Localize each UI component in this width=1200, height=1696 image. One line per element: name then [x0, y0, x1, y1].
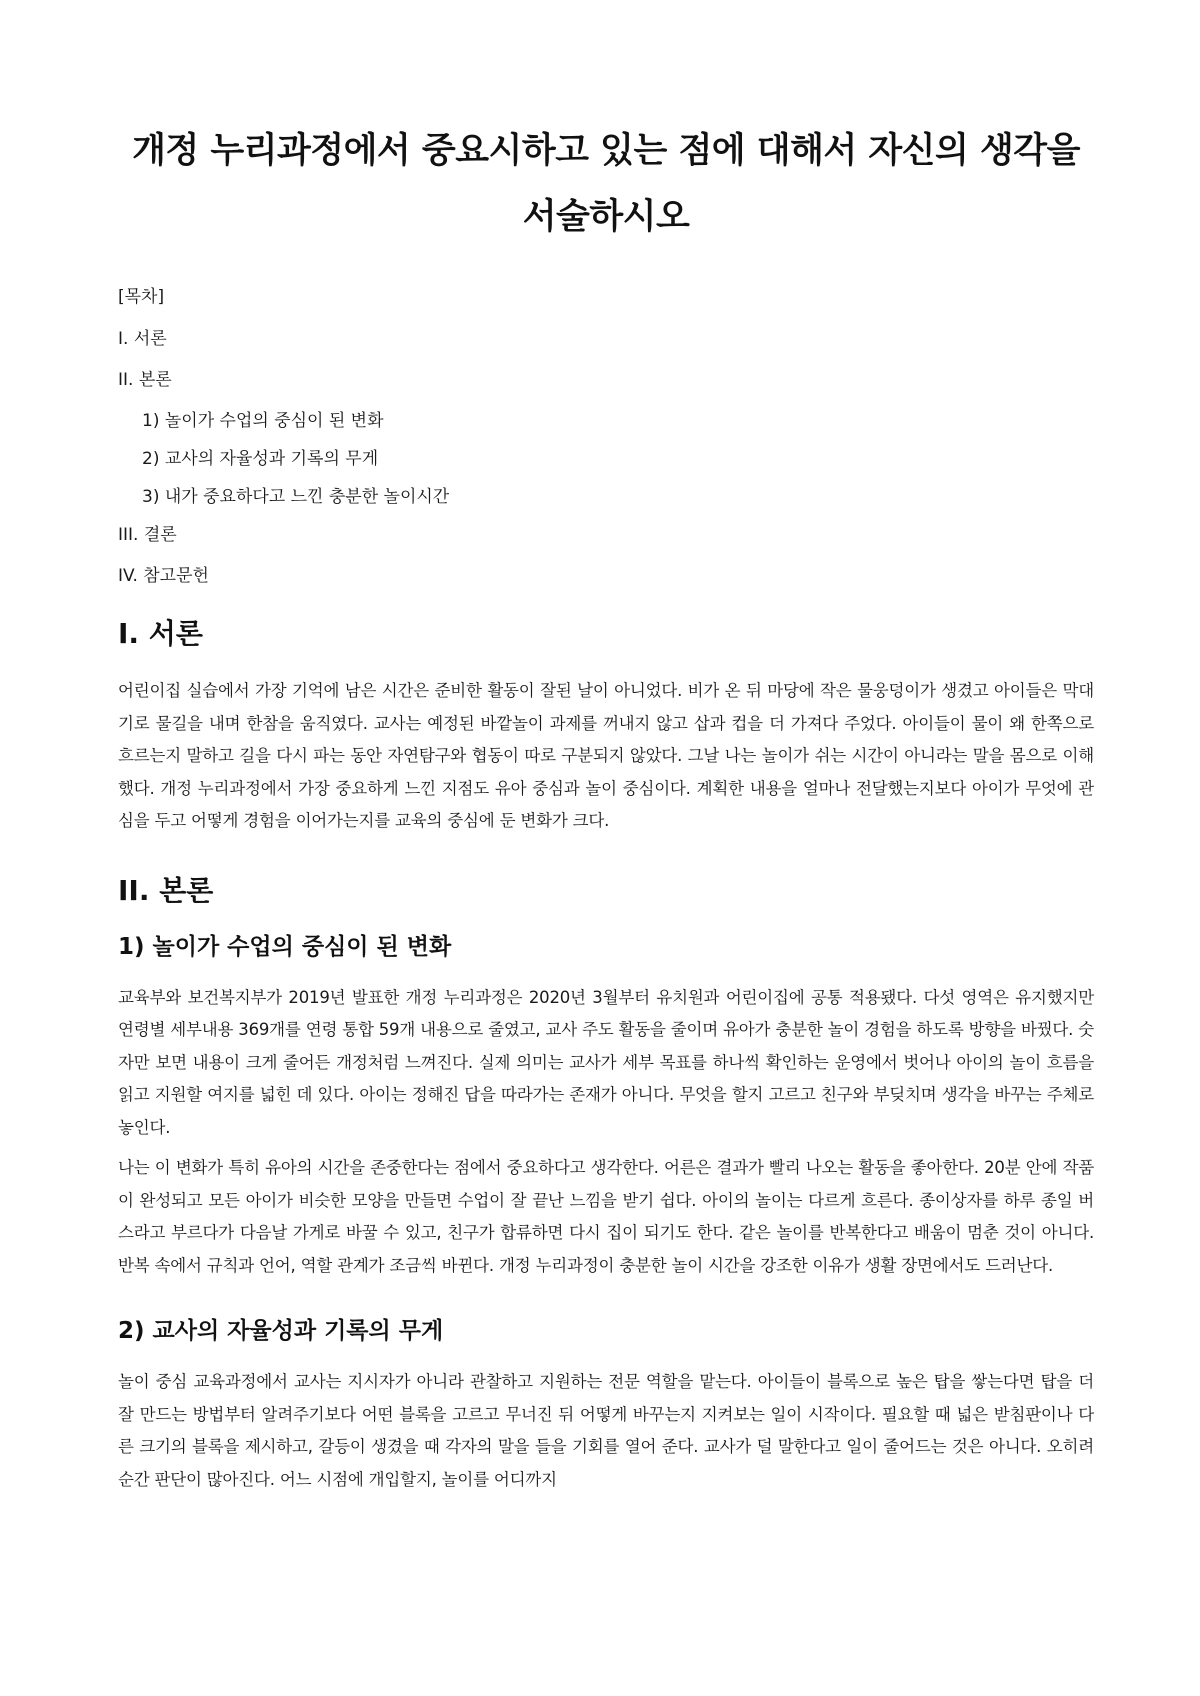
section-introduction	[118, 617, 1094, 838]
document-title: 개정 누리과정에서 중요시하고 있는 점에 대해서 자신의 생각을 서술하시오	[132, 131, 1080, 237]
toc-item-body: II. 본론	[118, 370, 172, 390]
body-paragraph: 교육부와 보건복지부가 2019년 발표한 개정 누리과정은 2020년 3월부터 유치원과 어린이집에 공통 적용됐다. 다섯 영역은 유지했지만 연령별 세부내용 369개를 연령 통합 59개 내용으로 줄였고, 교사 주도 활동을 줄이며 유아가 충분한 놀이 경험을 하도록 방향을 바꿨다. 숫자만 보면 내용이 크게 줄어든 개정처럼 느껴진다. 실제 의미는 교사가 세부 목표를 하나씩 확인하는 운영에서 벗어나 아이의 놀이 흐름을 읽고 지원할 여지를 넓힌 데 있다. 아이는 정해진 답을 따라가는 존재가 아니다. 무엇을 할지 고르고 친구와 부딪치며 생각을 바꾸는 주체로 놓인다.	[118, 987, 1095, 1137]
section-body	[118, 874, 1094, 1497]
toc-item-conclusion: III. 결론	[118, 525, 177, 545]
section-heading-introduction: I. 서론	[118, 617, 203, 650]
toc-subitem-teacher-autonomy: 2) 교사의 자율성과 기록의 무게	[142, 449, 379, 469]
toc-label: [목차]	[118, 287, 165, 307]
subsection-teacher-autonomy	[118, 1316, 1094, 1496]
intro-paragraph: 어린이집 실습에서 가장 기억에 남은 시간은 준비한 활동이 잘된 날이 아니었다. 비가 온 뒤 마당에 작은 물웅덩이가 생겼고 아이들은 막대기로 물길을 내며 한참을 움직였다. 교사는 예정된 바깥놀이 과제를 꺼내지 않고 삽과 컵을 더 가져다 주었다. 아이들이 물이 왜 한쪽으로 흐르는지 말하고 길을 다시 파는 동안 자연탐구와 협동이 따로 구분되지 않았다. 그날 나는 놀이가 쉬는 시간이 아니라는 말을 몸으로 이해했다. 개정 누리과정에서 가장 중요하게 느낀 지점도 유아 중심과 놀이 중심이다. 계획한 내용을 얼마나 전달했는지보다 아이가 무엇에 관심을 두고 어떻게 경험을 이어가는지를 교육의 중심에 둔 변화가 크다.	[118, 681, 1094, 830]
toc-subitem-play-centered-change: 1) 놀이가 수업의 중심이 된 변화	[142, 411, 384, 431]
table-of-contents	[118, 286, 1094, 587]
body-paragraph: 놀이 중심 교육과정에서 교사는 지시자가 아니라 관찰하고 지원하는 전문 역할을 맡는다. 아이들이 블록으로 높은 탑을 쌓는다면 탑을 더 잘 만드는 방법부터 알려주기보다 어떤 블록을 고르고 무너진 뒤 어떻게 바꾸는지 지켜보는 일이 시작이다. 필요할 때 넓은 받침판이나 다른 크기의 블록을 제시하고, 갈등이 생겼을 때 각자의 말을 들을 기회를 열어 준다. 교사가 덜 말한다고 일이 줄어드는 것은 아니다. 오히려 순간 판단이 많아진다. 어느 시점에 개입할지, 놀이를 어디까지	[118, 1372, 1094, 1489]
section-heading-body: II. 본론	[118, 873, 214, 907]
subsection-heading-teacher-autonomy: 2) 교사의 자율성과 기록의 무게	[118, 1318, 444, 1344]
toc-item-references: IV. 참고문헌	[118, 566, 209, 586]
subsection-play-centered-change	[118, 932, 1094, 1283]
body-paragraph: 나는 이 변화가 특히 유아의 시간을 존중한다는 점에서 중요하다고 생각한다. 어른은 결과가 빨리 나오는 활동을 좋아한다. 20분 안에 작품이 완성되고 모든 아이가 비슷한 모양을 만들면 수업이 잘 끝난 느낌을 받기 쉽다. 아이의 놀이는 다르게 흐른다. 종이상자를 하루 종일 버스라고 부르다가 다음날 가게로 바꿀 수 있고, 친구가 합류하면 다시 집이 되기도 한다. 같은 놀이를 반복한다고 배움이 멈춘 것이 아니다. 반복 속에서 규칙과 언어, 역할 관계가 조금씩 바뀐다. 개정 누리과정이 충분한 놀이 시간을 강조한 이유가 생활 장면에서도 드러난다.	[118, 1158, 1094, 1275]
toc-item-introduction: I. 서론	[118, 329, 167, 349]
subsection-heading-play-centered-change: 1) 놀이가 수업의 중심이 된 변화	[118, 933, 452, 960]
toc-subitem-enough-play-time: 3) 내가 중요하다고 느낀 충분한 놀이시간	[142, 487, 450, 507]
